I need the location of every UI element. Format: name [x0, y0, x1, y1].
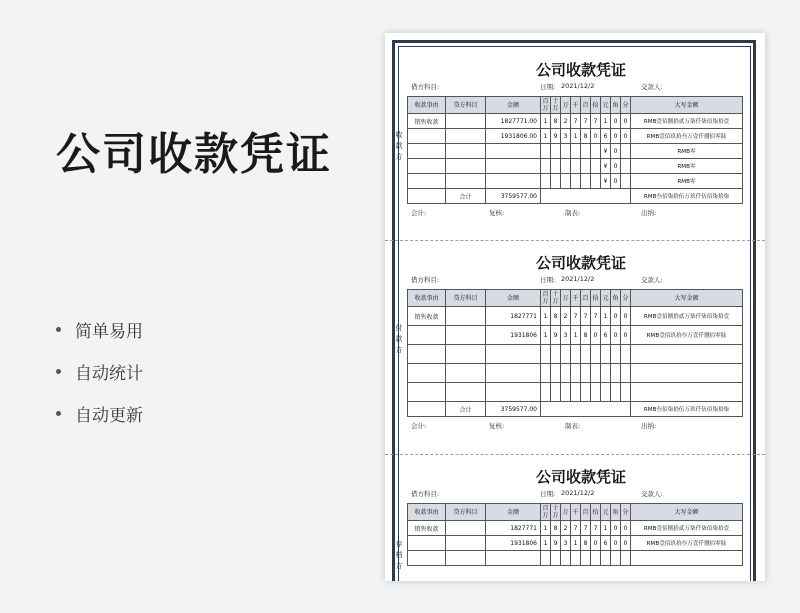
cell-daxie: RMB壹佰捌拾贰万柒仟柒佰柒拾壹	[631, 307, 743, 326]
cell-digit: 8	[581, 536, 591, 551]
col-header-digit: 十万	[552, 291, 559, 305]
col-header-digit: 拾	[591, 97, 601, 114]
bullet-icon	[56, 411, 61, 416]
cell-digit: 0	[621, 114, 631, 129]
cell-reason	[408, 129, 446, 144]
feature-item	[56, 308, 143, 350]
cell-reason: 销售收款	[408, 114, 446, 129]
table-row	[408, 551, 743, 566]
cell-digit	[591, 144, 601, 159]
cell-reason: 销售收款	[408, 521, 446, 536]
cell-reason	[408, 536, 446, 551]
side-label-char: 方	[395, 153, 403, 161]
col-header-digit: 分	[621, 504, 631, 521]
cell-credit	[446, 364, 486, 383]
feature-label: 简单易用	[75, 321, 143, 342]
cell-digit: 6	[601, 129, 611, 144]
table-row	[408, 364, 743, 383]
col-header-reason: 收款事由	[408, 504, 446, 521]
col-header-digit: 千	[571, 290, 581, 307]
cell-digit	[591, 551, 601, 566]
col-header-digit: 分	[621, 290, 631, 307]
side-label-char: 方	[395, 562, 403, 570]
cell-digit	[561, 345, 571, 364]
cell-digit	[571, 551, 581, 566]
col-header-digit: 分	[621, 97, 631, 114]
voucher	[395, 59, 755, 218]
cut-line	[385, 454, 765, 455]
side-label	[393, 539, 405, 572]
cell-digit: 0	[611, 144, 621, 159]
cell-amount	[486, 364, 541, 383]
voucher-table-wrap	[395, 503, 755, 570]
cell-digit	[561, 364, 571, 383]
voucher	[395, 466, 755, 570]
cell-digit	[541, 159, 551, 174]
cell-digit	[571, 364, 581, 383]
col-header-digit: 百万	[542, 98, 549, 112]
cell-digit	[551, 551, 561, 566]
date-label: 日期:	[540, 276, 556, 284]
cell-daxie: RMB壹佰玖拾叁万壹仟捌佰零陆	[631, 536, 743, 551]
total-daxie: RMB叁佰柒拾伍万玖仟伍佰柒拾柒	[631, 402, 743, 417]
date-label: 日期:	[540, 490, 556, 498]
side-label-char: 方	[395, 346, 403, 354]
total-daxie: RMB叁佰柒拾伍万玖仟伍佰柒拾柒	[631, 189, 743, 204]
date-value: 2021/12/2	[561, 489, 595, 497]
cell-digit	[621, 551, 631, 566]
cell-digit	[541, 174, 551, 189]
cell-digit: 1	[541, 326, 551, 345]
cell-reason	[408, 144, 446, 159]
cell-digit: 0	[621, 536, 631, 551]
cell-digit: 0	[611, 536, 621, 551]
cell-digit	[611, 551, 621, 566]
debit-account-label: 借方科目:	[411, 276, 440, 284]
cell-digit	[571, 144, 581, 159]
cell-digit: 1	[571, 536, 581, 551]
debit-account-label: 借方科目:	[411, 83, 440, 91]
voucher-table	[407, 503, 743, 566]
side-label-char: 付	[395, 324, 403, 332]
cell-daxie: RMB零	[631, 159, 743, 174]
cell-digit	[581, 345, 591, 364]
cell-digit	[591, 383, 601, 402]
cell-reason	[408, 383, 446, 402]
cell-digit: 0	[611, 129, 621, 144]
cashier-label: 出纳:	[641, 422, 657, 430]
cell-credit	[446, 307, 486, 326]
col-header-digit: 万	[561, 290, 571, 307]
cell-digit: 1	[571, 326, 581, 345]
maker-label: 制表:	[565, 209, 581, 217]
col-header-reason: 收款事由	[408, 290, 446, 307]
cell-digit	[541, 364, 551, 383]
cell-amount	[486, 345, 541, 364]
col-header-digit: 元	[601, 290, 611, 307]
cell-digit: 7	[571, 307, 581, 326]
cell-digit	[591, 345, 601, 364]
side-label-char: 存	[395, 540, 403, 548]
cell-digit	[581, 383, 591, 402]
cell-daxie	[631, 383, 743, 402]
col-header-amount: 金额	[486, 290, 541, 307]
cell-digit	[541, 551, 551, 566]
cell-amount: 1931806.00	[486, 129, 541, 144]
cell-digit: 2	[561, 521, 571, 536]
col-header-daxie: 大写金额	[631, 290, 743, 307]
cell-daxie: RMB壹佰玖拾叁万壹仟捌佰零陆	[631, 129, 743, 144]
col-header-digit: 拾	[591, 504, 601, 521]
cell-digit: 0	[621, 521, 631, 536]
cell-daxie: RMB壹佰捌拾贰万柒仟柒佰柒拾壹	[631, 114, 743, 129]
total-amount: 3759577.00	[486, 189, 541, 204]
cell-reason	[408, 345, 446, 364]
cell-digit	[541, 383, 551, 402]
cell-credit	[446, 129, 486, 144]
feature-label: 自动统计	[75, 363, 143, 384]
cell-daxie: RMB零	[631, 144, 743, 159]
cell-amount: 1827771	[486, 307, 541, 326]
cell-digit	[611, 364, 621, 383]
voucher-title: 公司收款凭证	[535, 254, 626, 272]
cell-digit	[621, 345, 631, 364]
cell-digit	[551, 345, 561, 364]
cell-amount	[486, 144, 541, 159]
cell-digit: 0	[611, 159, 621, 174]
cell-digit: ¥	[601, 174, 611, 189]
cell-digit: 1	[541, 536, 551, 551]
table-header-row	[408, 290, 743, 307]
cell-empty	[541, 189, 631, 204]
cell-credit	[446, 536, 486, 551]
cut-line	[385, 240, 765, 241]
voucher-document-preview	[385, 33, 765, 581]
cell-digit: 0	[591, 326, 601, 345]
accountant-label: 会计:	[411, 209, 427, 217]
cell-digit: 3	[561, 326, 571, 345]
cell-credit	[446, 326, 486, 345]
date-label: 日期:	[540, 83, 556, 91]
cell-digit	[571, 174, 581, 189]
date-value: 2021/12/2	[561, 275, 595, 283]
cell-daxie: RMB壹佰玖拾叁万壹仟捌佰零陆	[631, 326, 743, 345]
cell-credit	[446, 551, 486, 566]
side-label-char: 档	[395, 551, 403, 559]
cell-digit: 1	[541, 129, 551, 144]
cell-digit	[561, 144, 571, 159]
voucher-meta	[407, 274, 755, 286]
debit-account-label: 借方科目:	[411, 490, 440, 498]
col-header-digit: 元	[601, 97, 611, 114]
voucher-table-wrap	[395, 96, 755, 204]
cell-digit	[551, 159, 561, 174]
col-header-digit: 千	[571, 97, 581, 114]
reviewer-label: 复核:	[489, 422, 505, 430]
cell-digit	[601, 345, 611, 364]
col-header-digit: 百	[581, 290, 591, 307]
cell-digit	[571, 383, 581, 402]
cell-digit	[541, 345, 551, 364]
cell-digit	[591, 364, 601, 383]
cell-credit	[446, 383, 486, 402]
col-header-digit: 角	[611, 504, 621, 521]
cell-digit: 0	[621, 326, 631, 345]
cell-reason	[408, 159, 446, 174]
signature-row	[407, 419, 755, 431]
cell-amount: 1931806	[486, 536, 541, 551]
cell-digit: 9	[551, 536, 561, 551]
cell-daxie: RMB壹佰捌拾贰万柒仟柒佰柒拾壹	[631, 521, 743, 536]
cell-digit	[581, 364, 591, 383]
cell-reason	[408, 551, 446, 566]
cell-digit: 1	[571, 129, 581, 144]
cell-digit	[581, 174, 591, 189]
cell-reason	[408, 364, 446, 383]
cell-digit: ¥	[601, 159, 611, 174]
cell-digit: 8	[581, 326, 591, 345]
payer-label: 交款人:	[641, 276, 663, 284]
voucher	[395, 252, 755, 431]
cell-digit: ¥	[601, 144, 611, 159]
cell-digit: 7	[571, 114, 581, 129]
side-label-char: 款	[395, 335, 403, 343]
table-header-row	[408, 97, 743, 114]
cell-credit	[446, 144, 486, 159]
table-row	[408, 383, 743, 402]
cell-amount	[486, 174, 541, 189]
cell-reason	[408, 174, 446, 189]
cell-digit	[581, 159, 591, 174]
cell-digit: 6	[601, 536, 611, 551]
cell-amount: 1827771	[486, 521, 541, 536]
cell-digit: 0	[611, 307, 621, 326]
cell-digit	[561, 551, 571, 566]
col-header-credit: 贷方科目	[446, 290, 486, 307]
feature-list	[56, 308, 143, 434]
cell-digit	[611, 345, 621, 364]
cell-digit: 0	[611, 326, 621, 345]
payer-label: 交款人:	[641, 83, 663, 91]
cell-digit	[551, 174, 561, 189]
cell-digit: 1	[541, 521, 551, 536]
bullet-icon	[56, 327, 61, 332]
cell-digit: 7	[581, 114, 591, 129]
cell-digit	[561, 383, 571, 402]
cell-amount	[486, 551, 541, 566]
cell-amount	[486, 159, 541, 174]
cell-digit	[591, 174, 601, 189]
voucher-table	[407, 96, 743, 204]
cell-digit	[621, 364, 631, 383]
total-row	[408, 402, 743, 417]
voucher-title: 公司收款凭证	[535, 468, 626, 486]
col-header-amount: 金额	[486, 97, 541, 114]
accountant-label: 会计:	[411, 422, 427, 430]
cell-digit: 1	[601, 114, 611, 129]
voucher-table	[407, 289, 743, 417]
cell-empty	[408, 402, 446, 417]
side-label	[393, 130, 405, 163]
col-header-credit: 贷方科目	[446, 504, 486, 521]
cell-digit: 7	[591, 521, 601, 536]
cell-empty	[408, 189, 446, 204]
col-header-digit: 十万	[552, 505, 559, 519]
voucher-meta	[407, 488, 755, 500]
cell-reason: 销售收款	[408, 307, 446, 326]
cell-digit	[621, 174, 631, 189]
total-label: 合计	[446, 189, 486, 204]
cell-digit	[611, 383, 621, 402]
cell-daxie	[631, 345, 743, 364]
cell-digit: 0	[611, 174, 621, 189]
cell-digit: 0	[591, 129, 601, 144]
cell-digit: 7	[571, 521, 581, 536]
cell-digit: 2	[561, 307, 571, 326]
cell-credit	[446, 159, 486, 174]
table-row	[408, 144, 743, 159]
col-header-digit: 百	[581, 97, 591, 114]
cell-digit: 9	[551, 326, 561, 345]
cell-digit	[621, 144, 631, 159]
cell-digit: 1	[601, 521, 611, 536]
cell-amount	[486, 383, 541, 402]
maker-label: 制表:	[565, 422, 581, 430]
cell-digit	[551, 364, 561, 383]
cell-digit: 0	[611, 114, 621, 129]
col-header-digit: 百万	[542, 505, 549, 519]
col-header-digit: 十万	[552, 98, 559, 112]
cell-digit	[601, 364, 611, 383]
total-amount: 3759577.00	[486, 402, 541, 417]
cell-digit: 8	[551, 114, 561, 129]
cell-digit: 1	[601, 307, 611, 326]
side-label	[393, 323, 405, 356]
cell-digit: 8	[551, 307, 561, 326]
cell-digit: 0	[591, 536, 601, 551]
col-header-digit: 角	[611, 97, 621, 114]
cell-digit: 0	[621, 129, 631, 144]
col-header-digit: 万	[561, 504, 571, 521]
col-header-digit: 百	[581, 504, 591, 521]
cell-digit	[621, 159, 631, 174]
cell-digit	[561, 174, 571, 189]
table-row	[408, 129, 743, 144]
cell-digit	[581, 144, 591, 159]
cell-digit	[621, 383, 631, 402]
cell-digit	[551, 383, 561, 402]
col-header-reason: 收款事由	[408, 97, 446, 114]
col-header-digit: 角	[611, 290, 621, 307]
cashier-label: 出纳:	[641, 209, 657, 217]
col-header-digit: 万	[561, 97, 571, 114]
voucher-meta	[407, 81, 755, 93]
cell-credit	[446, 345, 486, 364]
reviewer-label: 复核:	[489, 209, 505, 217]
feature-label: 自动更新	[75, 405, 143, 426]
cell-daxie	[631, 551, 743, 566]
table-row	[408, 521, 743, 536]
col-header-digit: 百万	[542, 291, 549, 305]
cell-credit	[446, 174, 486, 189]
voucher-table-wrap	[395, 289, 755, 417]
cell-digit: 6	[601, 326, 611, 345]
hero-title: 公司收款凭证	[56, 129, 332, 180]
cell-digit: 7	[581, 307, 591, 326]
cell-digit	[591, 159, 601, 174]
cell-digit: 9	[551, 129, 561, 144]
cell-amount: 1827771.00	[486, 114, 541, 129]
signature-row	[407, 206, 755, 218]
side-label-char: 收	[395, 131, 403, 139]
table-row	[408, 114, 743, 129]
col-header-digit: 千	[571, 504, 581, 521]
table-row	[408, 307, 743, 326]
table-row	[408, 536, 743, 551]
table-header-row	[408, 504, 743, 521]
col-header-digit: 拾	[591, 290, 601, 307]
cell-daxie	[631, 364, 743, 383]
cell-credit	[446, 521, 486, 536]
cell-digit: 7	[591, 114, 601, 129]
payer-label: 交款人:	[641, 490, 663, 498]
cell-amount: 1931806	[486, 326, 541, 345]
table-row	[408, 326, 743, 345]
cell-digit: 8	[551, 521, 561, 536]
cell-digit: 0	[621, 307, 631, 326]
cell-digit	[551, 144, 561, 159]
col-header-credit: 贷方科目	[446, 97, 486, 114]
bullet-icon	[56, 369, 61, 374]
cell-digit	[561, 159, 571, 174]
cell-credit	[446, 114, 486, 129]
cell-digit	[601, 551, 611, 566]
cell-daxie: RMB零	[631, 174, 743, 189]
cell-digit	[571, 345, 581, 364]
col-header-digit: 元	[601, 504, 611, 521]
total-label: 合计	[446, 402, 486, 417]
cell-empty	[541, 402, 631, 417]
table-row	[408, 345, 743, 364]
cell-digit: 3	[561, 129, 571, 144]
cell-digit: 3	[561, 536, 571, 551]
table-row	[408, 174, 743, 189]
feature-item	[56, 350, 143, 392]
cell-digit	[571, 159, 581, 174]
side-label-char: 款	[395, 142, 403, 150]
cell-digit: 7	[591, 307, 601, 326]
col-header-daxie: 大写金额	[631, 504, 743, 521]
feature-item	[56, 392, 143, 434]
cell-digit: 2	[561, 114, 571, 129]
cell-digit: 8	[581, 129, 591, 144]
cell-digit: 7	[581, 521, 591, 536]
cell-digit: 1	[541, 307, 551, 326]
date-value: 2021/12/2	[561, 82, 595, 90]
col-header-daxie: 大写金额	[631, 97, 743, 114]
col-header-amount: 金额	[486, 504, 541, 521]
cell-digit: 1	[541, 114, 551, 129]
voucher-title: 公司收款凭证	[535, 61, 626, 79]
total-row	[408, 189, 743, 204]
cell-digit	[541, 144, 551, 159]
cell-reason	[408, 326, 446, 345]
cell-digit	[581, 551, 591, 566]
table-row	[408, 159, 743, 174]
cell-digit	[601, 383, 611, 402]
cell-digit: 0	[611, 521, 621, 536]
